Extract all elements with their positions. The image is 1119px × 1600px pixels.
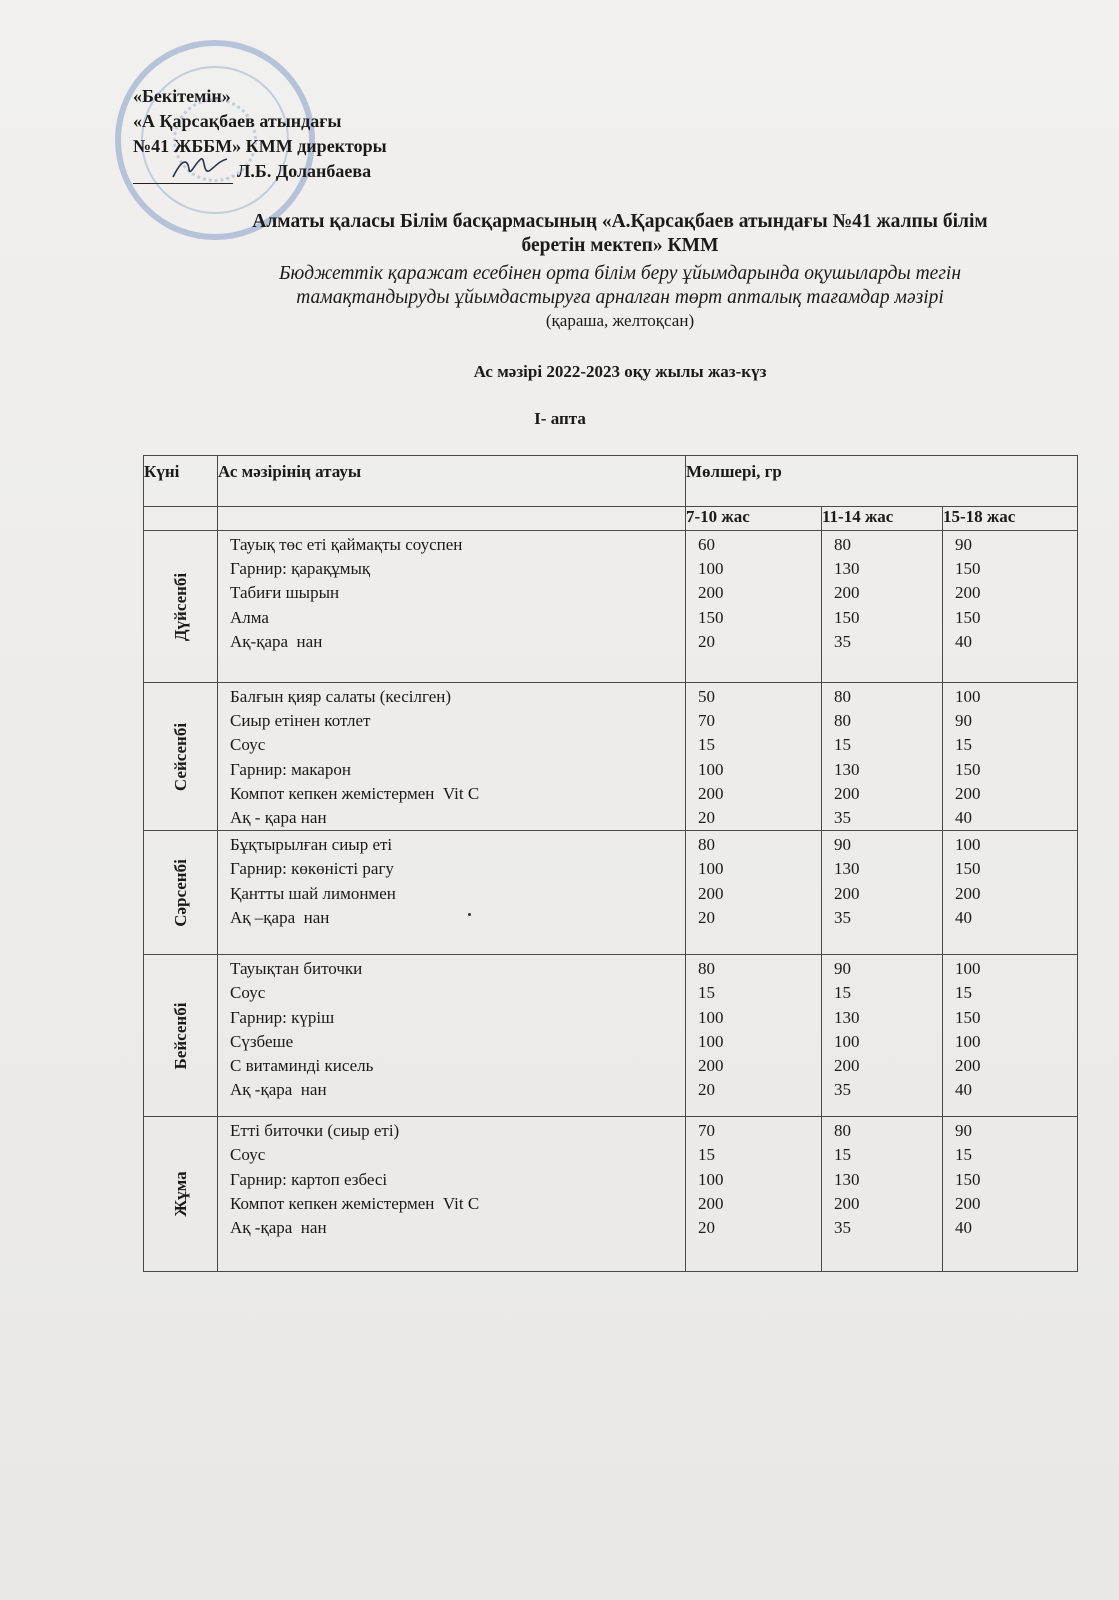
qty-value: 100 <box>698 859 724 879</box>
qty-value: 15 <box>955 1145 972 1165</box>
qty-value: 100 <box>955 959 981 979</box>
qty-value: 20 <box>698 631 715 651</box>
day-cell <box>144 531 218 683</box>
dish-item: Соус <box>230 1145 266 1165</box>
table-row-tuesday <box>144 683 1078 831</box>
header-row-main <box>144 456 1078 507</box>
signature-icon <box>133 165 233 184</box>
dish-item: Сиыр етінен котлет <box>230 711 371 731</box>
column-header-dish: Ас мәзірінің атауы <box>218 456 686 507</box>
qty-value: 200 <box>698 783 724 803</box>
qty-value: 100 <box>698 1031 724 1051</box>
document-subtitle <box>120 262 1119 310</box>
qty-value: 20 <box>698 907 715 927</box>
qty-value: 200 <box>955 783 981 803</box>
dish-item: Ақ - қара нан <box>230 807 327 827</box>
qty-value: 20 <box>698 1080 715 1100</box>
qty-cell-11-14 <box>822 531 943 683</box>
qty-value: 100 <box>698 559 724 579</box>
dish-item: Ақ -қара нан <box>230 1217 327 1237</box>
dish-cell <box>218 531 686 683</box>
dish-item: Соус <box>230 735 266 755</box>
dish-item: Бұқтырылған сиыр еті <box>230 835 393 855</box>
qty-value: 200 <box>834 783 860 803</box>
qty-value: 130 <box>834 759 860 779</box>
subtitle-line-1: Бюджеттік қаражат есебінен орта білім беру ұйымдарында оқушыларды тегін <box>278 263 962 284</box>
stray-mark <box>468 913 471 916</box>
day-cell <box>144 831 218 955</box>
qty-value: 130 <box>834 559 860 579</box>
qty-value: 100 <box>698 759 724 779</box>
qty-value: 130 <box>834 859 860 879</box>
dish-item: Ақ –қара нан <box>230 907 330 927</box>
table-row-wednesday <box>144 831 1078 955</box>
qty-value: 100 <box>698 1169 724 1189</box>
dish-item: Гарнир: макарон <box>230 759 351 779</box>
qty-value: 90 <box>955 1121 972 1141</box>
qty-value: 90 <box>955 535 972 554</box>
qty-value: 200 <box>834 883 860 903</box>
qty-value: 70 <box>698 711 715 731</box>
qty-value: 40 <box>955 1080 972 1100</box>
qty-value: 90 <box>955 711 972 731</box>
dish-item: Гарнир: көкөністі рагу <box>230 859 394 879</box>
qty-cell-15-18 <box>943 531 1078 683</box>
qty-value: 40 <box>955 807 972 827</box>
dish-item: Табиғи шырын <box>230 583 340 603</box>
qty-value: 15 <box>834 735 851 755</box>
empty-header-cell <box>218 507 686 531</box>
qty-value: 50 <box>698 687 715 706</box>
qty-cell-15-18 <box>943 831 1078 955</box>
qty-cell-15-18 <box>943 955 1078 1117</box>
dish-item: Қантты шай лимонмен <box>230 883 396 903</box>
day-label: Сейсенбі <box>170 722 190 791</box>
qty-value: 200 <box>834 1055 860 1075</box>
dish-item: Алма <box>230 607 269 627</box>
dish-cell <box>218 831 686 955</box>
dish-cell <box>218 1117 686 1272</box>
day-label: Дүйсенбі <box>170 572 190 641</box>
table-row-friday <box>144 1117 1078 1272</box>
column-header-quantity: Мөлшері, гр <box>686 456 1078 507</box>
qty-cell-7-10 <box>686 831 822 955</box>
dish-item: Ақ-қара нан <box>230 631 323 651</box>
qty-value: 150 <box>955 559 981 579</box>
qty-value: 80 <box>698 835 715 855</box>
qty-value: 200 <box>834 583 860 603</box>
qty-cell-11-14 <box>822 831 943 955</box>
qty-value: 100 <box>955 835 981 855</box>
qty-value: 200 <box>834 1193 860 1213</box>
column-header-age-15-18: 15-18 жас <box>943 507 1078 531</box>
qty-value: 15 <box>955 735 972 755</box>
qty-value: 90 <box>834 959 851 979</box>
approval-line-2: «А Қарсақбаев атындағы <box>133 111 342 131</box>
qty-value: 200 <box>955 583 981 603</box>
qty-cell-11-14 <box>822 1117 943 1272</box>
dish-item: С витаминді кисель <box>230 1055 374 1075</box>
qty-value: 80 <box>834 1121 851 1141</box>
qty-value: 15 <box>834 983 851 1003</box>
dish-item: Компот кепкен жемістермен Vit C <box>230 783 480 803</box>
qty-value: 70 <box>698 1121 715 1141</box>
menu-year-heading: Ас мәзірі 2022-2023 оқу жылы жаз-күз <box>473 362 767 381</box>
day-label: Жұма <box>170 1171 190 1217</box>
qty-value: 100 <box>698 1007 724 1027</box>
qty-value: 150 <box>955 859 981 879</box>
subtitle-line-2: тамақтандыруды ұйымдастыруға арналған төрт апталық тағамдар мәзірі <box>296 287 944 308</box>
dish-item: Тауық төс еті қаймақты соуспен <box>230 535 463 554</box>
qty-value: 40 <box>955 1217 972 1237</box>
day-label: Бейсенбі <box>170 1002 190 1070</box>
dish-item: Компот кепкен жемістермен Vit C <box>230 1193 480 1213</box>
qty-value: 200 <box>955 883 981 903</box>
qty-value: 150 <box>955 1007 981 1027</box>
qty-value: 20 <box>698 1217 715 1237</box>
qty-value: 35 <box>834 907 851 927</box>
qty-value: 40 <box>955 631 972 651</box>
org-title-line-2: беретін мектеп» КММ <box>521 235 719 256</box>
qty-value: 200 <box>955 1193 981 1213</box>
dish-item: Гарнир: қарақұмық <box>230 559 371 579</box>
table-row-monday <box>144 531 1078 683</box>
organization-title <box>120 210 1119 258</box>
dish-item: Етті биточки (сиыр еті) <box>230 1121 400 1141</box>
qty-value: 40 <box>955 907 972 927</box>
qty-value: 90 <box>834 835 851 855</box>
dish-item: Тауықтан биточки <box>230 959 363 979</box>
qty-value: 15 <box>834 1145 851 1165</box>
qty-value: 15 <box>955 983 972 1003</box>
qty-cell-15-18 <box>943 683 1078 831</box>
dish-item: Соус <box>230 983 266 1003</box>
day-cell <box>144 955 218 1117</box>
menu-table <box>143 455 1078 1272</box>
qty-value: 150 <box>955 759 981 779</box>
qty-cell-11-14 <box>822 955 943 1117</box>
signer-name: Л.Б. Доланбаева <box>237 161 372 181</box>
signature-line <box>133 159 387 184</box>
dish-item: Ақ -қара нан <box>230 1080 327 1100</box>
dish-item: Гарнир: картоп езбесі <box>230 1169 388 1189</box>
week-heading: І- апта <box>534 409 586 428</box>
qty-value: 100 <box>955 1031 981 1051</box>
dish-item: Гарнир: күріш <box>230 1007 335 1027</box>
qty-value: 80 <box>834 535 851 554</box>
qty-value: 130 <box>834 1169 860 1189</box>
table-row-thursday <box>144 955 1078 1117</box>
qty-value: 15 <box>698 735 715 755</box>
qty-value: 80 <box>698 959 715 979</box>
qty-value: 200 <box>698 1193 724 1213</box>
qty-value: 80 <box>834 711 851 731</box>
qty-value: 200 <box>698 883 724 903</box>
approval-block <box>133 84 387 184</box>
empty-header-cell <box>144 507 218 531</box>
qty-value: 130 <box>834 1007 860 1027</box>
qty-value: 20 <box>698 807 715 827</box>
qty-value: 15 <box>698 1145 715 1165</box>
day-cell <box>144 1117 218 1272</box>
header-row-age-groups <box>144 507 1078 531</box>
column-header-day: Күні <box>144 456 218 507</box>
qty-value: 80 <box>834 687 851 706</box>
org-title-line-1: Алматы қаласы Білім басқармасының «А.Қарсақбаев атындағы №41 жалпы білім <box>252 211 988 232</box>
qty-value: 35 <box>834 807 851 827</box>
qty-cell-15-18 <box>943 1117 1078 1272</box>
qty-value: 200 <box>955 1055 981 1075</box>
approval-line-1: «Бекітемін» <box>133 86 231 106</box>
approval-line-3: №41 ЖББМ» КММ директоры <box>133 136 387 156</box>
dish-item: Балғын қияр салаты (кесілген) <box>230 687 452 706</box>
qty-value: 15 <box>698 983 715 1003</box>
qty-value: 100 <box>955 687 981 706</box>
qty-cell-7-10 <box>686 1117 822 1272</box>
day-label: Сәрсенбі <box>170 858 190 927</box>
qty-cell-11-14 <box>822 683 943 831</box>
dish-cell <box>218 955 686 1117</box>
day-cell <box>144 683 218 831</box>
dish-item: Сүзбеше <box>230 1031 294 1051</box>
qty-cell-7-10 <box>686 683 822 831</box>
months-note: (қараша, желтоқсан) <box>545 311 695 330</box>
qty-value: 35 <box>834 1217 851 1237</box>
qty-cell-7-10 <box>686 955 822 1117</box>
column-header-age-11-14: 11-14 жас <box>822 507 943 531</box>
qty-value: 35 <box>834 631 851 651</box>
qty-value: 200 <box>698 583 724 603</box>
qty-value: 150 <box>698 607 724 627</box>
qty-value: 200 <box>698 1055 724 1075</box>
qty-value: 100 <box>834 1031 860 1051</box>
qty-value: 35 <box>834 1080 851 1100</box>
qty-value: 150 <box>955 1169 981 1189</box>
qty-value: 150 <box>955 607 981 627</box>
qty-value: 60 <box>698 535 715 554</box>
qty-value: 150 <box>834 607 860 627</box>
dish-cell <box>218 683 686 831</box>
column-header-age-7-10: 7-10 жас <box>686 507 822 531</box>
qty-cell-7-10 <box>686 531 822 683</box>
